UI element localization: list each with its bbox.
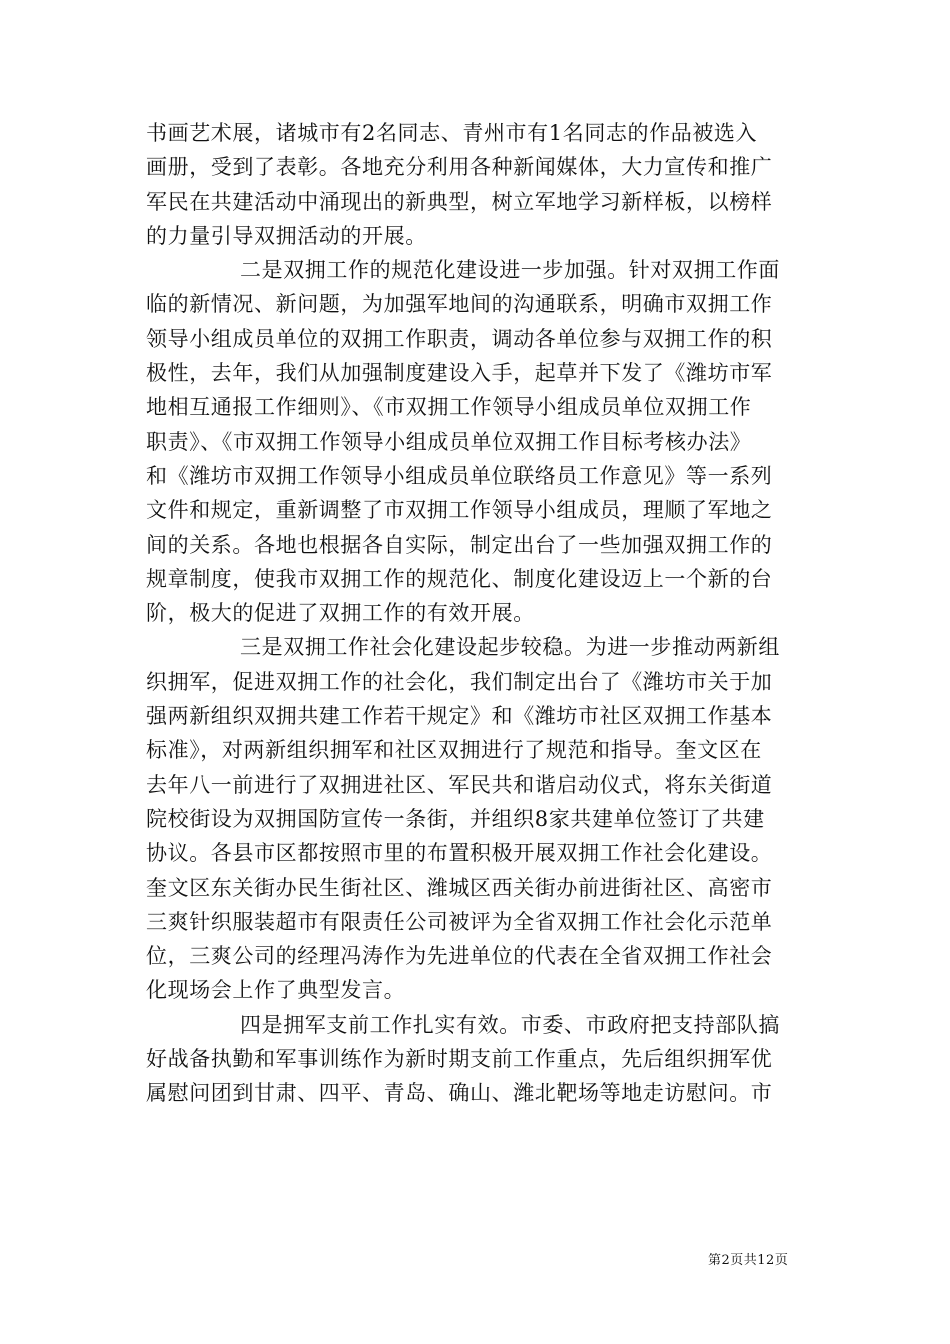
text-line: 阶，极大的促进了双拥工作的有效开展。	[146, 601, 535, 626]
page-number-footer: 第2页共12页	[708, 1253, 789, 1268]
paragraph-first-line: 二是双拥工作的规范化建设进一步加强。针对双拥工作面	[240, 258, 780, 283]
text-line: 织拥军，促进双拥工作的社会化，我们制定出台了《潍坊市关于加	[146, 669, 773, 694]
text-line: 军民在共建活动中涌现出的新典型，树立军地学习新样板，以榜样	[146, 189, 773, 214]
text-line: 标准》，对两新组织拥军和社区双拥进行了规范和指导。奎文区在	[146, 738, 762, 763]
text-line: 和《潍坊市双拥工作领导小组成员单位联络员工作意见》等一系列	[146, 463, 773, 488]
text-line: 极性，去年，我们从加强制度建设入手，起草并下发了《潍坊市军	[146, 361, 773, 386]
text-line: 奎文区东关街办民生街社区、潍城区西关街办前进街社区、高密市	[146, 875, 773, 900]
text-line: 协议。各县市区都按照市里的布置积极开展双拥工作社会化建设。	[146, 841, 773, 866]
text-line: 位，三爽公司的经理冯涛作为先进单位的代表在全省双拥工作社会	[146, 944, 773, 969]
text-line: 化现场会上作了典型发言。	[146, 978, 406, 1003]
body-text	[146, 116, 806, 1111]
text-line: 院校街设为双拥国防宣传一条街，并组织8家共建单位签订了共建	[146, 806, 765, 831]
text-line: 间的关系。各地也根据各自实际，制定出台了一些加强双拥工作的	[146, 532, 773, 557]
text-line: 画册，受到了表彰。各地充分利用各种新闻媒体，大力宣传和推广	[146, 155, 773, 180]
text-line: 临的新情况、新问题，为加强军地间的沟通联系，明确市双拥工作	[146, 292, 773, 317]
text-line: 地相互通报工作细则》、《市双拥工作领导小组成员单位双拥工作	[146, 395, 752, 420]
text-line: 书画艺术展，诸城市有2名同志、青州市有1名同志的作品被选入	[146, 121, 758, 145]
text-line: 好战备执勤和军事训练作为新时期支前工作重点，先后组织拥军优	[146, 1047, 773, 1072]
text-line: 的力量引导双拥活动的开展。	[146, 223, 427, 248]
text-line: 三爽针织服装超市有限责任公司被评为全省双拥工作社会化示范单	[146, 909, 773, 934]
text-line: 去年八一前进行了双拥进社区、军民共和谐启动仪式，将东关街道	[146, 772, 773, 797]
paragraph-first-line: 三是双拥工作社会化建设起步较稳。为进一步推动两新组	[240, 635, 780, 660]
text-line: 强两新组织双拥共建工作若干规定》和《潍坊市社区双拥工作基本	[146, 704, 773, 729]
text-line: 规章制度，使我市双拥工作的规范化、制度化建设迈上一个新的台	[146, 566, 773, 591]
text-line: 领导小组成员单位的双拥工作职责，调动各单位参与双拥工作的积	[146, 326, 773, 351]
text-line: 属慰问团到甘肃、四平、青岛、确山、潍北靶场等地走访慰问。市	[146, 1081, 773, 1106]
text-line: 职责》、《市双拥工作领导小组成员单位双拥工作目标考核办法》	[146, 429, 752, 454]
text-line: 文件和规定，重新调整了市双拥工作领导小组成员，理顺了军地之	[146, 498, 773, 523]
paragraph-first-line: 四是拥军支前工作扎实有效。市委、市政府把支持部队搞	[240, 1012, 780, 1037]
